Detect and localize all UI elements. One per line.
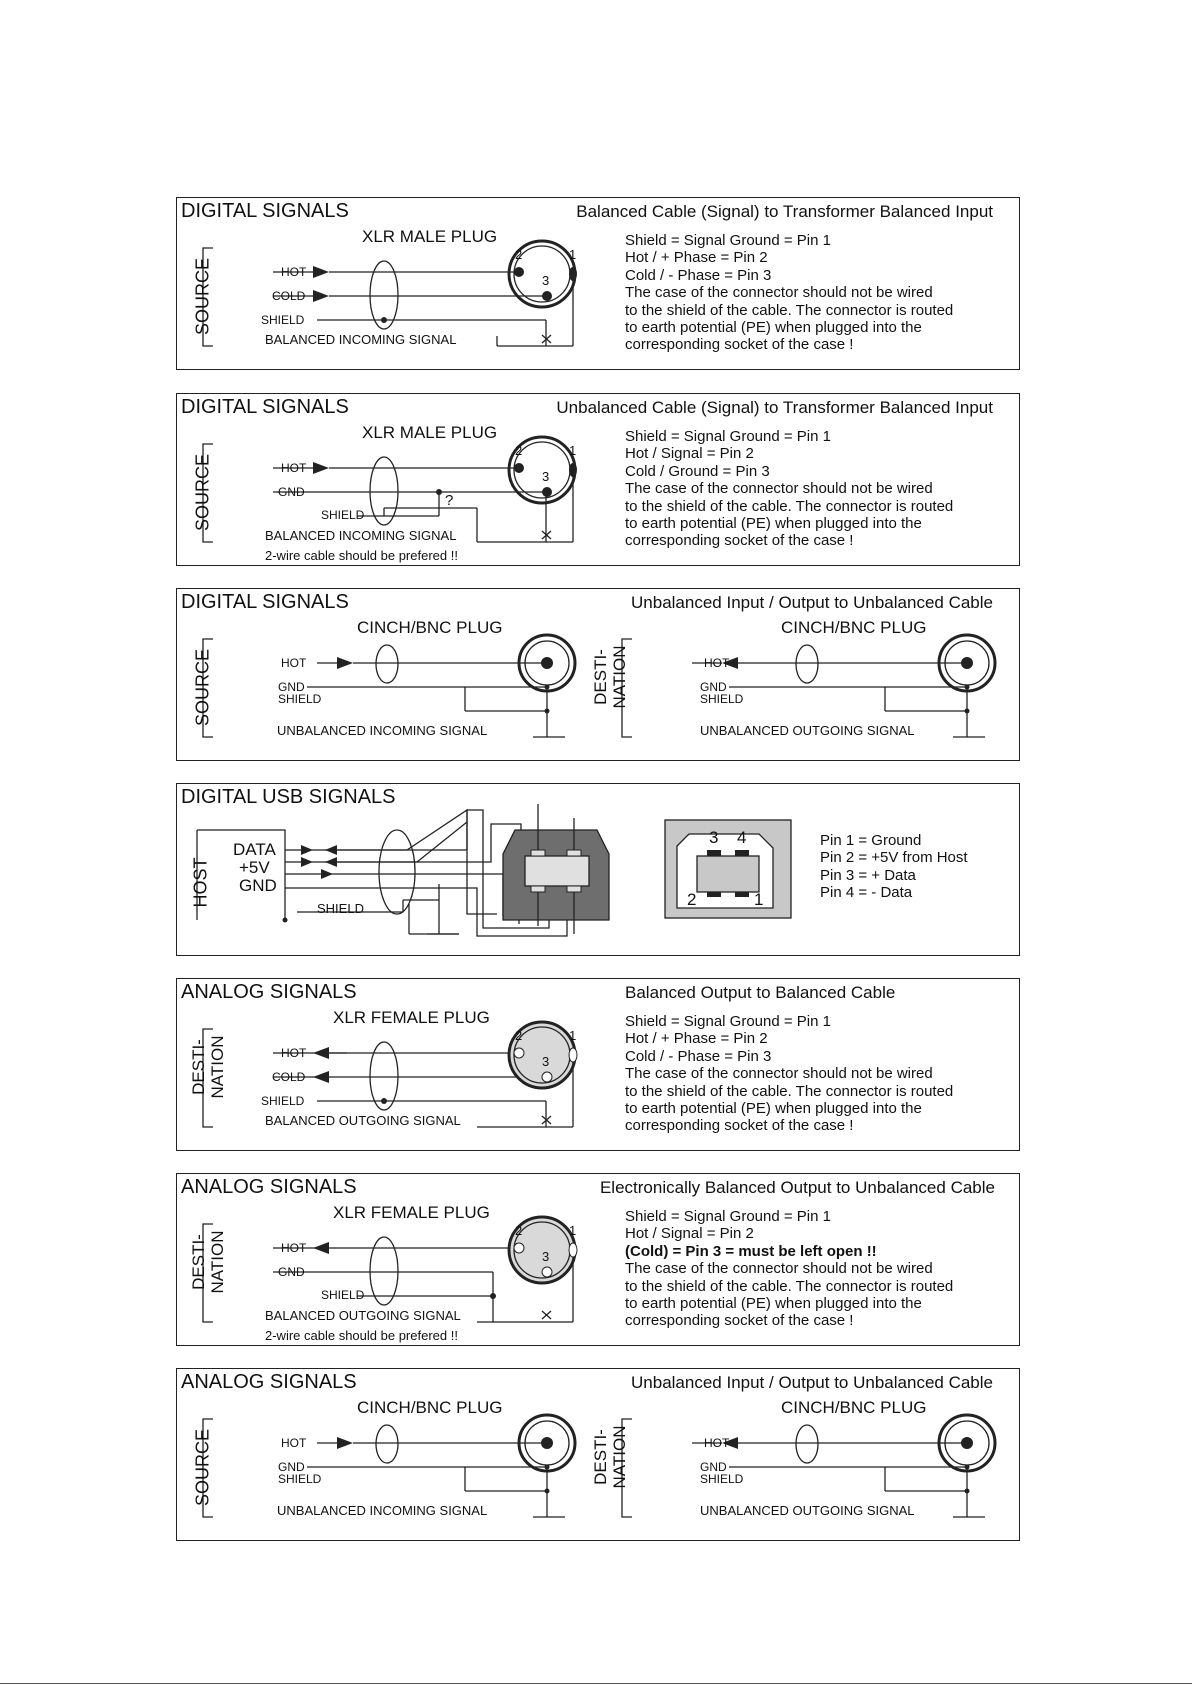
source-label: SOURCE (192, 1429, 213, 1507)
xlr-pin-2: 2 (515, 443, 523, 458)
caption-left: UNBALANCED INCOMING SIGNAL (277, 723, 488, 738)
question-mark: ? (445, 492, 454, 509)
footnote: 2-wire cable should be prefered !! (265, 548, 458, 563)
wire-gnd-label-right: GND (700, 680, 727, 694)
panel-subtitle: Unbalanced Cable (Signal) to Transformer Balanced Input (556, 398, 993, 417)
note-line: Hot / Signal = Pin 2 (625, 1225, 754, 1243)
wire-gnd-label: GND (278, 1265, 305, 1279)
note-line: to the shield of the cable. The connector is routed (625, 1277, 954, 1295)
wire-hot-label-right: HOT (704, 656, 730, 670)
panel-title: DIGITAL SIGNALS (181, 591, 349, 613)
xlr-pin-2: 2 (515, 1223, 523, 1238)
wire-shield-label: SHIELD (278, 1472, 322, 1486)
wire-shield-label: SHIELD (321, 1288, 365, 1302)
footnote: 2-wire cable should be prefered !! (265, 1328, 458, 1343)
note-line: Cold / Ground = Pin 3 (625, 462, 770, 480)
wire-cold-label: COLD (272, 289, 306, 303)
pin-line: Pin 2 = +5V from Host (820, 849, 968, 867)
note-line: Shield = Signal Ground = Pin 1 (625, 1208, 831, 1225)
note-line: The case of the connector should not be wired (625, 284, 933, 302)
xlr-pin-1: 1 (569, 247, 577, 262)
v5-label: +5V (239, 858, 270, 877)
panel-subtitle: Unbalanced Input / Output to Unbalanced Cable (631, 1373, 993, 1392)
pin-line: Pin 3 = + Data (820, 866, 916, 884)
wire-hot-label-right: HOT (704, 1436, 730, 1450)
wire-shield-label-right: SHIELD (700, 1472, 744, 1486)
panel-title: DIGITAL USB SIGNALS (181, 786, 396, 808)
destination-label-2: NATION (610, 1425, 629, 1489)
note-line: Shield = Signal Ground = Pin 1 (625, 232, 831, 249)
wire-gnd-label: GND (278, 485, 305, 499)
gnd-label: GND (239, 876, 277, 895)
note-line: Hot / Signal = Pin 2 (625, 445, 754, 463)
plug-label-right: CINCH/BNC PLUG (781, 1398, 927, 1417)
usb-pin-1: 1 (754, 890, 764, 909)
wire-shield-label: SHIELD (261, 313, 305, 327)
panel-subtitle: Unbalanced Input / Output to Unbalanced Cable (631, 593, 993, 612)
wire-hot-label: HOT (281, 1241, 307, 1255)
plug-label: XLR FEMALE PLUG (333, 1203, 490, 1222)
page-edge-divider (0, 1683, 1192, 1684)
xlr-pin-3: 3 (542, 469, 550, 484)
xlr-pin-3: 3 (542, 1054, 550, 1069)
shield-label: SHIELD (317, 901, 364, 916)
plug-label: XLR FEMALE PLUG (333, 1008, 490, 1027)
usb-pin-4: 4 (737, 828, 747, 847)
note-line: to earth potential (PE) when plugged into the (625, 1100, 922, 1118)
wire-shield-label: SHIELD (278, 692, 322, 706)
note-line: Shield = Signal Ground = Pin 1 (625, 428, 831, 445)
signal-caption: BALANCED OUTGOING SIGNAL (265, 1113, 461, 1128)
note-line: to earth potential (PE) when plugged into the (625, 515, 922, 533)
note-line: The case of the connector should not be wired (625, 1260, 933, 1278)
note-line-warning: (Cold) = Pin 3 = must be left open !! (625, 1242, 877, 1260)
destination-label-1: DESTI- (591, 649, 610, 705)
host-label: HOST (190, 857, 211, 908)
wire-gnd-label: GND (278, 1460, 305, 1474)
pin-notes (625, 1013, 953, 1135)
source-label: SOURCE (192, 258, 213, 336)
pin-line: Pin 1 = Ground (820, 832, 922, 849)
note-line: Hot / + Phase = Pin 2 (625, 1030, 768, 1048)
wire-shield-label-right: SHIELD (700, 692, 744, 706)
wire-hot-label: HOT (281, 265, 307, 279)
note-line: corresponding socket of the case ! (625, 336, 854, 354)
pin-notes (625, 428, 953, 550)
panel-title: DIGITAL SIGNALS (181, 396, 349, 418)
wire-gnd-label-right: GND (700, 1460, 727, 1474)
xlr-pin-2: 2 (515, 1028, 523, 1043)
usb-pin-list (820, 832, 968, 902)
wire-hot-label: HOT (281, 461, 307, 475)
panel-title: DIGITAL SIGNALS (181, 200, 349, 222)
signal-caption: BALANCED OUTGOING SIGNAL (265, 1308, 461, 1323)
xlr-pin-1: 1 (569, 1028, 577, 1043)
source-label: SOURCE (192, 649, 213, 727)
usb-pin-2: 2 (687, 890, 697, 909)
wire-cold-label: COLD (272, 1070, 306, 1084)
plug-label-left: CINCH/BNC PLUG (357, 1398, 503, 1417)
note-line: to the shield of the cable. The connector is routed (625, 1082, 954, 1100)
panel-analog-unbalanced-io (176, 1368, 1020, 1541)
destination-label-1: DESTI- (189, 1039, 208, 1095)
pin-notes (625, 1208, 953, 1330)
note-line: The case of the connector should not be wired (625, 1065, 933, 1083)
wire-hot-label: HOT (281, 656, 307, 670)
xlr-pin-3: 3 (542, 273, 550, 288)
usb-pin-3: 3 (709, 828, 719, 847)
note-line: Shield = Signal Ground = Pin 1 (625, 1013, 831, 1030)
wire-shield-label: SHIELD (261, 1094, 305, 1108)
note-line: The case of the connector should not be wired (625, 480, 933, 498)
xlr-pin-1: 1 (569, 1223, 577, 1238)
destination-label-1: DESTI- (591, 1429, 610, 1485)
xlr-pin-2: 2 (515, 247, 523, 262)
plug-label: XLR MALE PLUG (362, 423, 498, 442)
note-line: to the shield of the cable. The connector is routed (625, 301, 954, 319)
panel-analog-electronic-balanced (176, 1173, 1020, 1346)
caption-left: UNBALANCED INCOMING SIGNAL (277, 1503, 488, 1518)
wire-gnd-label: GND (278, 680, 305, 694)
panel-analog-balanced (176, 978, 1020, 1151)
destination-label-2: NATION (208, 1035, 227, 1099)
caption-right: UNBALANCED OUTGOING SIGNAL (700, 723, 915, 738)
note-line: to the shield of the cable. The connector is routed (625, 497, 954, 515)
panel-digital-balanced (176, 197, 1020, 370)
wire-shield-label: SHIELD (321, 508, 365, 522)
panel-title: ANALOG SIGNALS (181, 1371, 357, 1393)
destination-label-2: NATION (208, 1230, 227, 1294)
caption-right: UNBALANCED OUTGOING SIGNAL (700, 1503, 915, 1518)
plug-label-left: CINCH/BNC PLUG (357, 618, 503, 637)
note-line: to earth potential (PE) when plugged into the (625, 319, 922, 337)
destination-label-1: DESTI- (189, 1234, 208, 1290)
note-line: corresponding socket of the case ! (625, 1117, 854, 1135)
panel-title: ANALOG SIGNALS (181, 981, 357, 1003)
note-line: to earth potential (PE) when plugged into the (625, 1295, 922, 1313)
note-line: Hot / + Phase = Pin 2 (625, 249, 768, 267)
note-line: corresponding socket of the case ! (625, 1312, 854, 1330)
wire-hot-label: HOT (281, 1436, 307, 1450)
panel-digital-usb (176, 783, 1020, 956)
source-label: SOURCE (192, 454, 213, 532)
plug-label: XLR MALE PLUG (362, 227, 498, 246)
xlr-pin-3: 3 (542, 1249, 550, 1264)
signal-caption: BALANCED INCOMING SIGNAL (265, 332, 457, 347)
pin-line: Pin 4 = - Data (820, 884, 913, 902)
note-line: Cold / - Phase = Pin 3 (625, 266, 772, 284)
pin-notes (625, 232, 953, 354)
data-label: DATA (233, 840, 276, 859)
note-line: Cold / - Phase = Pin 3 (625, 1047, 772, 1065)
panel-digital-unbalanced-io (176, 588, 1020, 761)
signal-caption: BALANCED INCOMING SIGNAL (265, 528, 457, 543)
panel-subtitle: Electronically Balanced Output to Unbalanced Cable (599, 1178, 995, 1197)
panel-digital-unbalanced-cable (176, 393, 1020, 566)
note-line: corresponding socket of the case ! (625, 532, 854, 550)
panel-subtitle: Balanced Cable (Signal) to Transformer Balanced Input (576, 202, 993, 221)
xlr-pin-1: 1 (569, 443, 577, 458)
wire-hot-label: HOT (281, 1046, 307, 1060)
plug-label-right: CINCH/BNC PLUG (781, 618, 927, 637)
panel-title: ANALOG SIGNALS (181, 1176, 357, 1198)
panel-subtitle: Balanced Output to Balanced Cable (625, 983, 896, 1002)
destination-label-2: NATION (610, 645, 629, 709)
